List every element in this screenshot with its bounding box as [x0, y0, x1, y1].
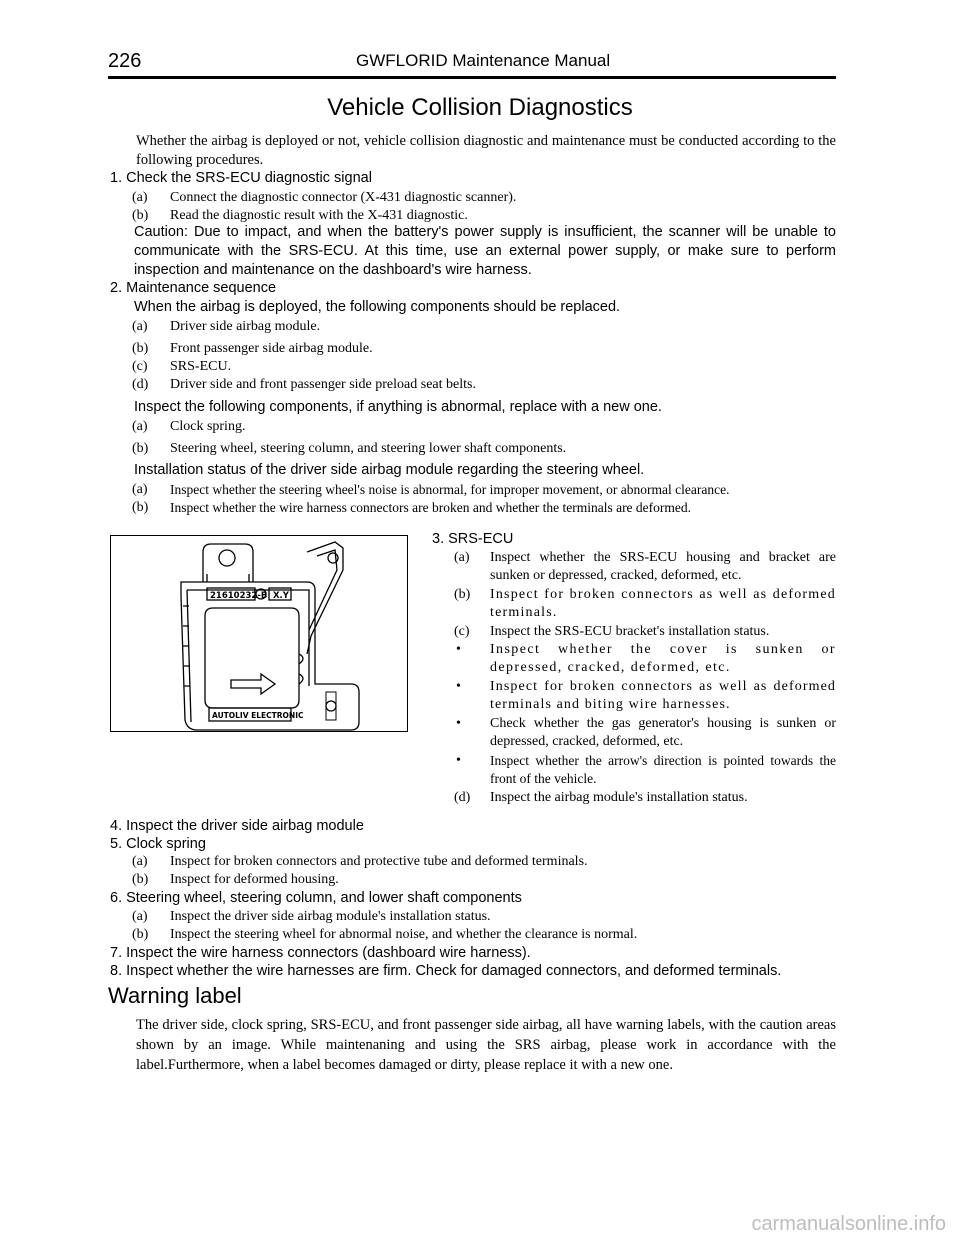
install-intro: Installation status of the driver side airbag module regarding the steering wheel. — [134, 462, 645, 478]
figure-part-number: 21610232-B — [210, 591, 268, 601]
item-label: (b) — [132, 500, 149, 515]
item-label: (a) — [132, 319, 148, 334]
replace-intro: When the airbag is deployed, the following components should be replaced. — [134, 299, 621, 315]
section-6-heading: 6. Steering wheel, steering column, and lower shaft components — [110, 890, 522, 906]
item-text: Clock spring. — [170, 419, 246, 434]
section-3-heading: 3. SRS-ECU — [432, 531, 514, 547]
item-text: Inspect for broken connectors as well as deformed terminals and biting wire harnesses. — [490, 679, 836, 712]
item-label: (a) — [132, 190, 148, 205]
item-text: Inspect the SRS-ECU bracket's installation status. — [490, 624, 770, 639]
watermark: carmanualsonline.info — [751, 1213, 946, 1235]
item-text: Inspect whether the steering wheel's noise is abnormal, for improper movement, or abnormal clearance. — [170, 482, 730, 497]
item-label: (c) — [132, 359, 148, 374]
item-text: Inspect the airbag module's installation status. — [490, 790, 748, 805]
inspect-intro: Inspect the following components, if anything is abnormal, replace with a new one. — [134, 399, 662, 415]
figure-brand: AUTOLIV ELECTRONIC — [212, 711, 304, 720]
page-header — [108, 48, 836, 79]
item-text: Inspect for broken connectors and protective tube and deformed terminals. — [170, 854, 588, 869]
srs-ecu-figure — [110, 535, 408, 732]
item-text: Steering wheel, steering column, and steering lower shaft components. — [170, 441, 567, 456]
item-label: (a) — [132, 909, 148, 924]
warning-paragraph: The driver side, clock spring, SRS-ECU, and front passenger side airbag, all have warning labels, with the caution areas shown by an image. While maintenaning and using the SRS airbag, please work in accordance with the label.Furthermore, when a label becomes damaged or dirty, please replace it with a new one. — [136, 1017, 836, 1073]
item-label: (a) — [132, 482, 148, 497]
item-text: Inspect the steering wheel for abnormal noise, and whether the clearance is normal. — [170, 927, 638, 942]
bullet: • — [456, 679, 461, 694]
figure-code: X.Y — [273, 591, 289, 601]
item-text: Inspect the driver side airbag module's installation status. — [170, 909, 491, 924]
item-label: (a) — [132, 854, 148, 869]
item-text: Driver side and front passenger side preload seat belts. — [170, 377, 476, 392]
running-title: GWFLORID Maintenance Manual — [356, 51, 611, 70]
item-text: Inspect whether the wire harness connectors are broken and whether the terminals are deformed. — [170, 500, 692, 515]
item-label: (b) — [132, 341, 149, 356]
item-text: Inspect for deformed housing. — [170, 872, 339, 887]
item-label: (a) — [454, 550, 470, 565]
item-label: (b) — [132, 872, 149, 887]
item-text: Inspect for broken connectors as well as deformed terminals. — [490, 587, 836, 620]
section-7-heading: 7. Inspect the wire harness connectors (dashboard wire harness). — [110, 945, 531, 961]
item-text: Check whether the gas generator's housing is sunken or depressed, cracked, deformed, etc. — [490, 716, 836, 749]
item-text: Inspect whether the cover is sunken or depressed, cracked, deformed, etc. — [490, 642, 836, 675]
item-label: (b) — [454, 587, 471, 602]
bullet: • — [456, 716, 461, 731]
warning-heading: Warning label — [108, 983, 242, 1008]
srs-ecu-drawing — [111, 536, 407, 731]
item-text: Inspect whether the arrow's direction is pointed towards the front of the vehicle. — [490, 753, 836, 786]
item-text: SRS-ECU. — [170, 359, 232, 374]
item-text: Inspect whether the SRS-ECU housing and bracket are sunken or depressed, cracked, deformed, etc. — [490, 550, 836, 583]
item-label: (b) — [132, 208, 149, 223]
item-label: (b) — [132, 441, 149, 456]
section-2-heading: 2. Maintenance sequence — [110, 280, 277, 296]
item-text: Read the diagnostic result with the X-431 diagnostic. — [170, 208, 468, 223]
item-label: (d) — [454, 790, 471, 805]
item-text: Driver side airbag module. — [170, 319, 321, 334]
bullet: • — [456, 642, 461, 657]
item-label: (a) — [132, 419, 148, 434]
item-label: (c) — [454, 624, 470, 639]
page-title: Vehicle Collision Diagnostics — [327, 94, 633, 121]
section-8-heading: 8. Inspect whether the wire harnesses are firm. Check for damaged connectors, and deformed terminals. — [110, 963, 782, 979]
intro-paragraph: Whether the airbag is deployed or not, vehicle collision diagnostic and maintenance must be conducted according to the following procedures. — [136, 133, 836, 168]
item-text: Front passenger side airbag module. — [170, 341, 373, 356]
caution-paragraph: Caution: Due to impact, and when the battery's power supply is insufficient, the scanner will be unable to communicate with the SRS-ECU. At this time, use an external power supply, or make sure to perform inspection and maintenance on the dashboard's wire harness. — [134, 224, 836, 278]
section-1-heading: 1. Check the SRS-ECU diagnostic signal — [110, 170, 372, 186]
item-label: (d) — [132, 377, 149, 392]
section-5-heading: 5. Clock spring — [110, 836, 206, 852]
item-label: (b) — [132, 927, 149, 942]
bullet: • — [456, 753, 461, 768]
page-number: 226 — [108, 50, 142, 72]
item-text: Connect the diagnostic connector (X-431 diagnostic scanner). — [170, 190, 517, 205]
section-4-heading: 4. Inspect the driver side airbag module — [110, 818, 364, 834]
